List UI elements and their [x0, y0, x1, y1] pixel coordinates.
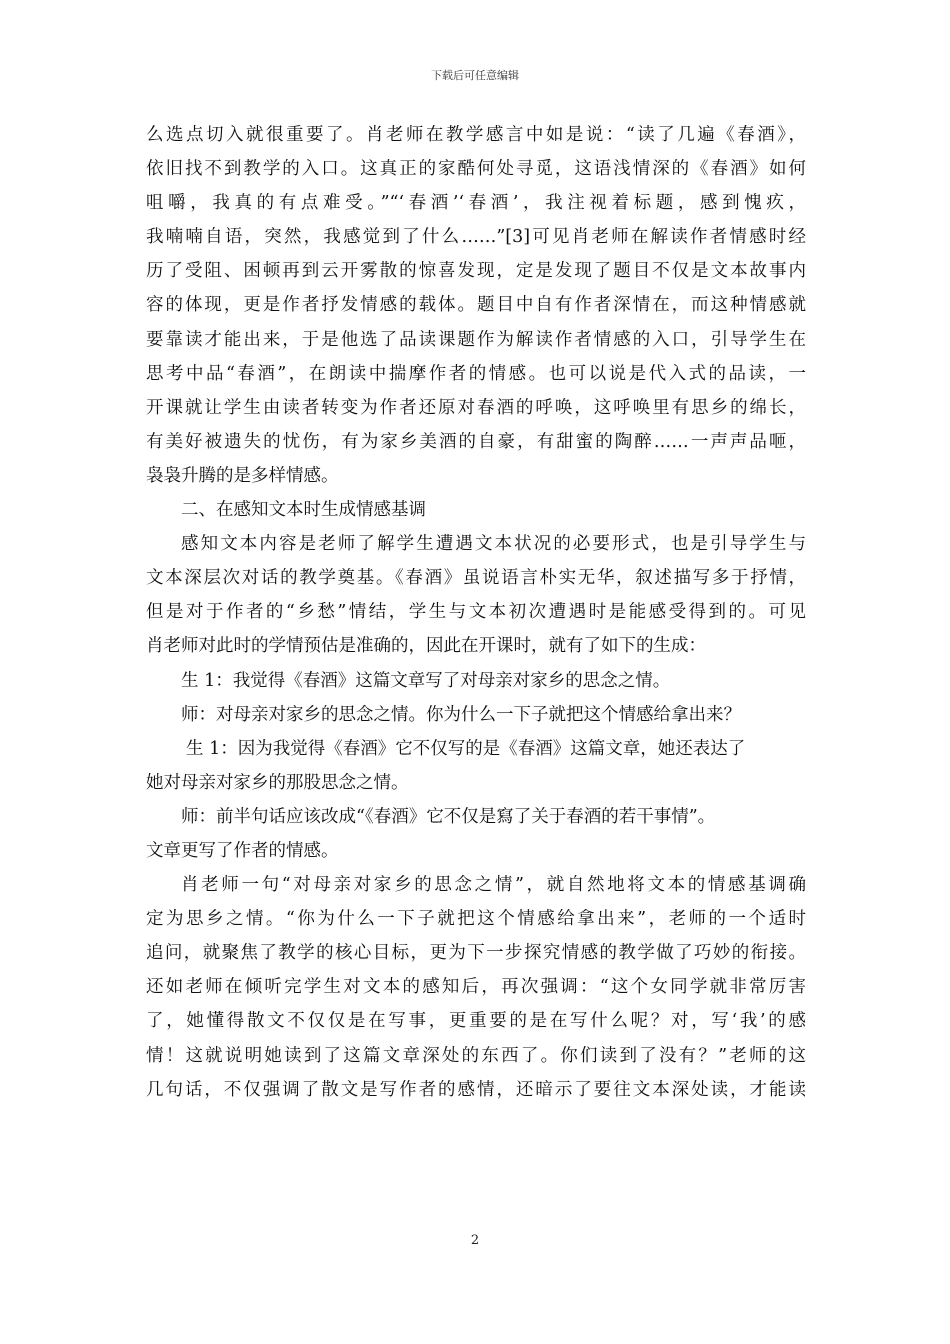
- text-line: 她对母亲对家乡的那股思念之情。: [146, 772, 409, 793]
- text-line: 开课就让学生由读者转变为作者还原对春酒的呼唤，这呼唤里有思乡的绵长，: [146, 397, 806, 418]
- text-line: 追问，就聚焦了教学的核心目标，更为下一步探究情感的教学做了巧妙的衔接。: [146, 943, 806, 964]
- text-line: 肖老师对此时的学情预估是准确的，因此在开课时，就有了如下的生成：: [146, 636, 706, 657]
- page-number: 2: [470, 1233, 480, 1248]
- text-line: 情！这就说明她读到了这篇文章深处的东西了。你们读到了没有？”老师的这: [146, 1045, 806, 1066]
- text-line: 了，她懂得散文不仅仅是在写事，更重要的是在写什么呢？对，写‘我’的感: [146, 1011, 806, 1032]
- text-line: 我喃喃自语，突然，我感觉到了什么……”[3]可见肖老师在解读作者情感时经: [146, 227, 806, 248]
- text-line: 还如老师在倾听完学生对文本的感知后，再次强调：“这个女同学就非常厉害: [146, 977, 806, 998]
- text-line: 生 1：我觉得《春酒》这篇文章写了对母亲对家乡的思念之情。: [181, 670, 671, 691]
- text-line: 思考中品“春酒”，在朗读中揣摩作者的情感。也可以说是代入式的品读，一: [146, 363, 806, 384]
- text-line: 师：对母亲对家乡的思念之情。你为什么一下子就把这个情感给拿出来？: [181, 704, 741, 725]
- text-line: 么选点切入就很重要了。肖老师在教学感言中如是说：“读了几遍《春酒》，: [146, 125, 806, 145]
- text-line: 依旧找不到教学的入口。这真正的家酷何处寻觅，这语浅情深的《春酒》如何: [146, 159, 806, 180]
- text-line: 文章更写了作者的情感。: [146, 840, 339, 861]
- text-line: 袅袅升腾的是多样情感。: [146, 465, 339, 486]
- text-line: 有美好被遗失的忧伤，有为家乡美酒的自豪，有甜蜜的陶醉……一声声品咂，: [146, 431, 806, 452]
- text-line: 咀嚼，我真的有点难受。”“‘春酒’‘春酒’，我注视着标题，感到愧疚，: [146, 193, 806, 214]
- page-header: 下载后可任意编辑: [431, 69, 519, 82]
- text-line: 但是对于作者的“乡愁”情结，学生与文本初次遭遇时是能感受得到的。可见: [146, 602, 806, 623]
- text-line: 肖老师一句“对母亲对家乡的思念之情”，就自然地将文本的情感基调确: [181, 875, 806, 896]
- text-line: 历了受阻、困顿再到云开雾散的惊喜发现，定是发现了题目不仅是文本故事内: [146, 261, 806, 282]
- text-line: 容的体现，更是作者抒发情感的载体。题目中自有作者深情在，而这种情感就: [146, 295, 806, 316]
- text-line: 文本深层次对话的教学奠基。《春酒》虽说语言朴实无华，叙述描写多于抒情，: [146, 568, 806, 589]
- text-line: 二、在感知文本时生成情感基调: [181, 500, 426, 521]
- text-line: 定为思乡之情。“你为什么一下子就把这个情感给拿出来”，老师的一个适时: [146, 909, 806, 930]
- text-line: 生 1：因为我觉得《春酒》它不仅写的是《春酒》这篇文章，她还表达了: [186, 738, 746, 759]
- text-line: 师：前半句话应该改成“《春酒》它不仅是寫了关于春酒的若干事情”。: [181, 806, 716, 827]
- body-text: [146, 118, 806, 1107]
- text-line: 感知文本内容是老师了解学生遭遇文本状况的必要形式，也是引导学生与: [181, 534, 806, 555]
- text-line: 几句话，不仅强调了散文是写作者的感情，还暗示了要往文本深处读，才能读: [146, 1079, 806, 1100]
- text-line: 要靠读才能出来，于是他选了品读课题作为解读作者情感的入口，引导学生在: [146, 329, 806, 350]
